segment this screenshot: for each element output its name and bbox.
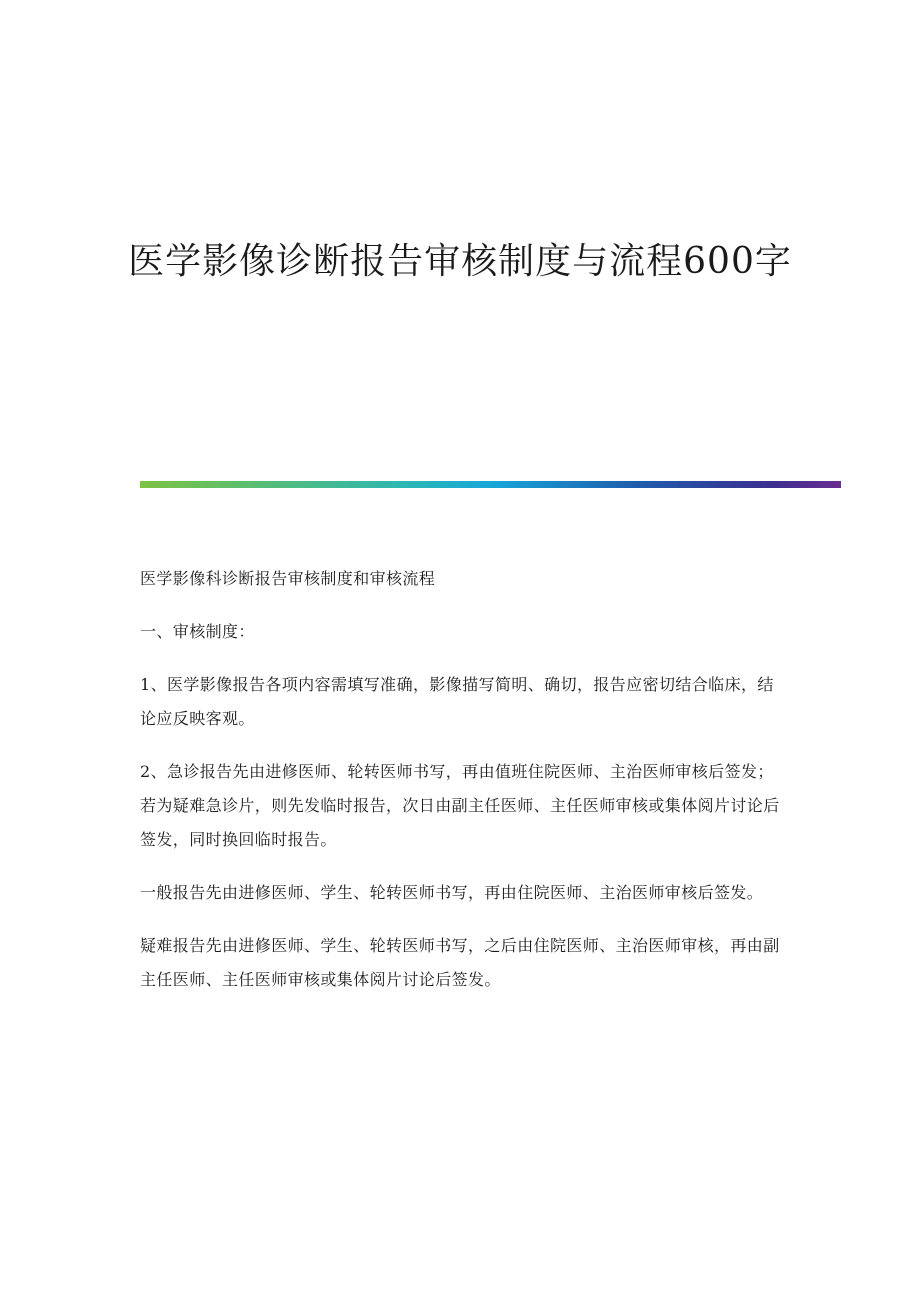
paragraph-difficult-report: 疑难报告先由进修医师、学生、轮转医师书写，之后由住院医师、主治医师审核，再由副主任医师、主任医师审核或集体阅片讨论后签发。	[140, 936, 780, 989]
document-title: 医学影像诊断报告审核制度与流程600字	[128, 241, 792, 282]
gradient-divider	[140, 481, 841, 488]
paragraph-item-1: 1、医学影像报告各项内容需填写准确，影像描写简明、确切，报告应密切结合临床，结论应反映客观。	[140, 675, 774, 728]
paragraph-item-2: 2、急诊报告先由进修医师、轮转医师书写，再由值班住院医师、主治医师审核后签发；若为疑难急诊片，则先发临时报告，次日由副主任医师、主任医师审核或集体阅片讨论后签发，同时换回临时报告。	[140, 762, 780, 849]
document-body	[140, 562, 790, 1016]
paragraph-general-report: 一般报告先由进修医师、学生、轮转医师书写，再由住院医师、主治医师审核后签发。	[140, 883, 764, 902]
section-heading: 医学影像科诊断报告审核制度和审核流程	[140, 569, 436, 588]
subsection-heading: 一、审核制度：	[140, 622, 255, 641]
